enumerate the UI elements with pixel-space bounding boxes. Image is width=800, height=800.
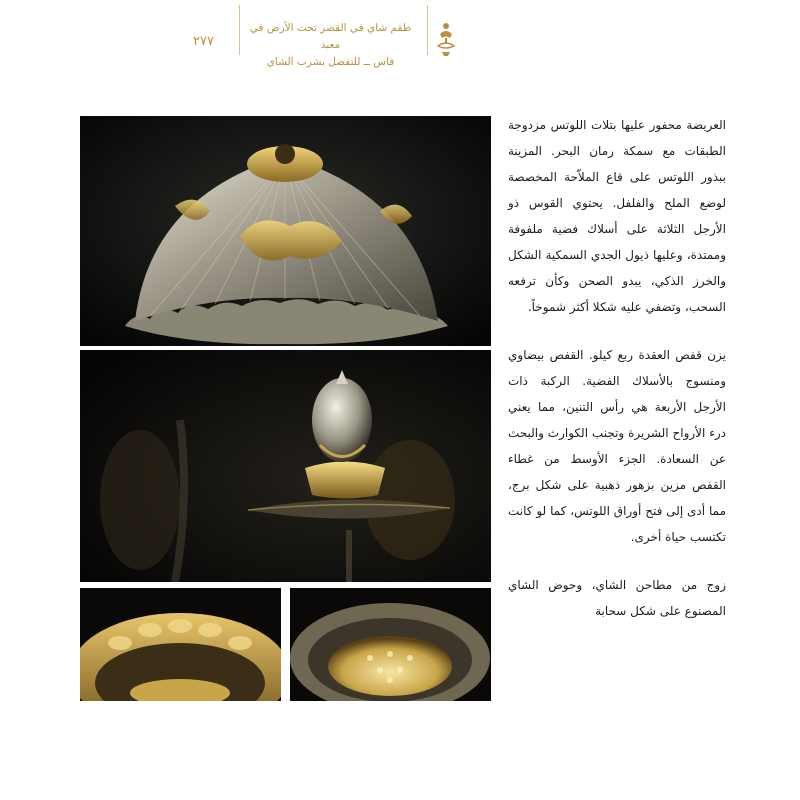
photo-lotus-lid: [80, 116, 491, 346]
running-header: [248, 20, 413, 71]
paragraph-1: العريضة محفور عليها بتلات اللوتس مزدوجة الطبقات مع سمكة رمان البحر. المزينة ببذور اللوتس على قاع الملاّحة المخصصة لوضع الملح والفلفل. يحتوي القوس ذو الأرجل الثلاثة على أسلاك فضية ملفوفة وممتدة، وعليها ذيول الجدي السمكية الشكل والخرز الذكي، يبدو الصحن وكأن ترفعه السحب، وتضفي عليه شكلا أكثر شموخاً.: [508, 118, 726, 314]
paragraph-3: زوج من مطاحن الشاي، وحوض الشاي المصنوع على شكل سحابة: [508, 578, 726, 618]
paragraph-2: يزن قفص العقدة ربع كيلو. القفص بيضاوي ومنسوج بالأسلاك الفضية. الركبة ذات الأرجل الأربعة هي رأس التنين، مما يعني درء الأرواح الشريرة وتجنب الكوارث والبحث عن السعادة. الجزء الأوسط من غطاء القفص مزين بزهور ذهبية على شكل برج، مما أدى إلى فتح أوراق اللوتس، كما لو كانت تكتسب حياة أخرى.: [508, 348, 726, 544]
header-divider-right: [427, 5, 428, 55]
running-header-line-2: فاس ــ للتفضل بشرب الشاي: [266, 56, 395, 68]
photo-tea-basin: [290, 588, 491, 701]
body-text: [508, 112, 726, 646]
photo-tea-mill: [80, 588, 281, 701]
page-number: ٢٧٧: [193, 34, 214, 49]
ornament-icon: [434, 20, 458, 60]
photo-gilded-cage-finial: [80, 350, 491, 582]
header-divider-left: [239, 5, 240, 55]
running-header-line-1: طقم شاي في القصر تحت الأرض في معبد: [249, 22, 412, 51]
